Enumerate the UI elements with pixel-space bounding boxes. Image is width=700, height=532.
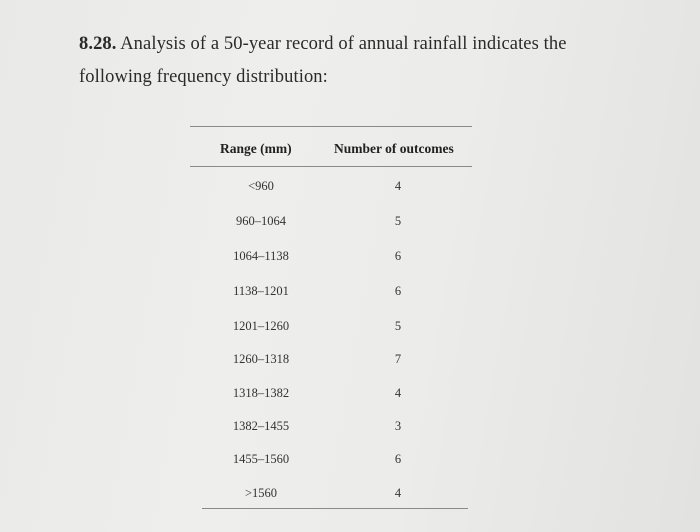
table-row (190, 249, 472, 267)
count-cell: 6 (394, 284, 402, 298)
count-cell: 4 (394, 386, 402, 400)
table-row (190, 319, 472, 337)
count-cell: 5 (394, 319, 402, 333)
range-cell: 1201–1260 (232, 319, 290, 333)
table-row (190, 452, 472, 470)
table-top-rule (190, 126, 472, 127)
table-row (190, 214, 472, 232)
range-cell: 1318–1382 (232, 386, 290, 400)
count-cell: 4 (394, 179, 402, 193)
table-row (190, 284, 472, 302)
table-row (190, 179, 472, 197)
count-cell: 6 (394, 249, 402, 263)
range-cell: 1064–1138 (233, 249, 289, 263)
range-cell: 1382–1455 (232, 419, 290, 433)
table-row (190, 419, 472, 437)
table-row (190, 352, 472, 370)
range-cell: >1560 (244, 486, 278, 500)
range-cell: <960 (248, 179, 274, 193)
count-cell: 7 (394, 352, 402, 366)
table-row (190, 486, 472, 504)
problem-text: Analysis of a 50-year record of annual rainfall indicates the following frequency distribution: (79, 34, 567, 87)
problem-statement (79, 28, 639, 94)
table-row (190, 386, 472, 404)
table-header-rule (190, 166, 472, 167)
range-cell: 1138–1201 (233, 284, 289, 298)
range-cell: 1260–1318 (232, 352, 290, 366)
range-cell: 960–1064 (236, 214, 286, 228)
count-cell: 5 (394, 214, 402, 228)
count-cell: 4 (394, 486, 402, 500)
range-cell: 1455–1560 (232, 452, 290, 466)
count-cell: 6 (394, 452, 402, 466)
range-column-header: Range (mm) (220, 141, 292, 156)
table-bottom-rule (202, 508, 468, 509)
count-cell: 3 (394, 419, 402, 433)
problem-number: 8.28. (79, 34, 117, 54)
count-column-header: Number of outcomes (334, 141, 454, 156)
